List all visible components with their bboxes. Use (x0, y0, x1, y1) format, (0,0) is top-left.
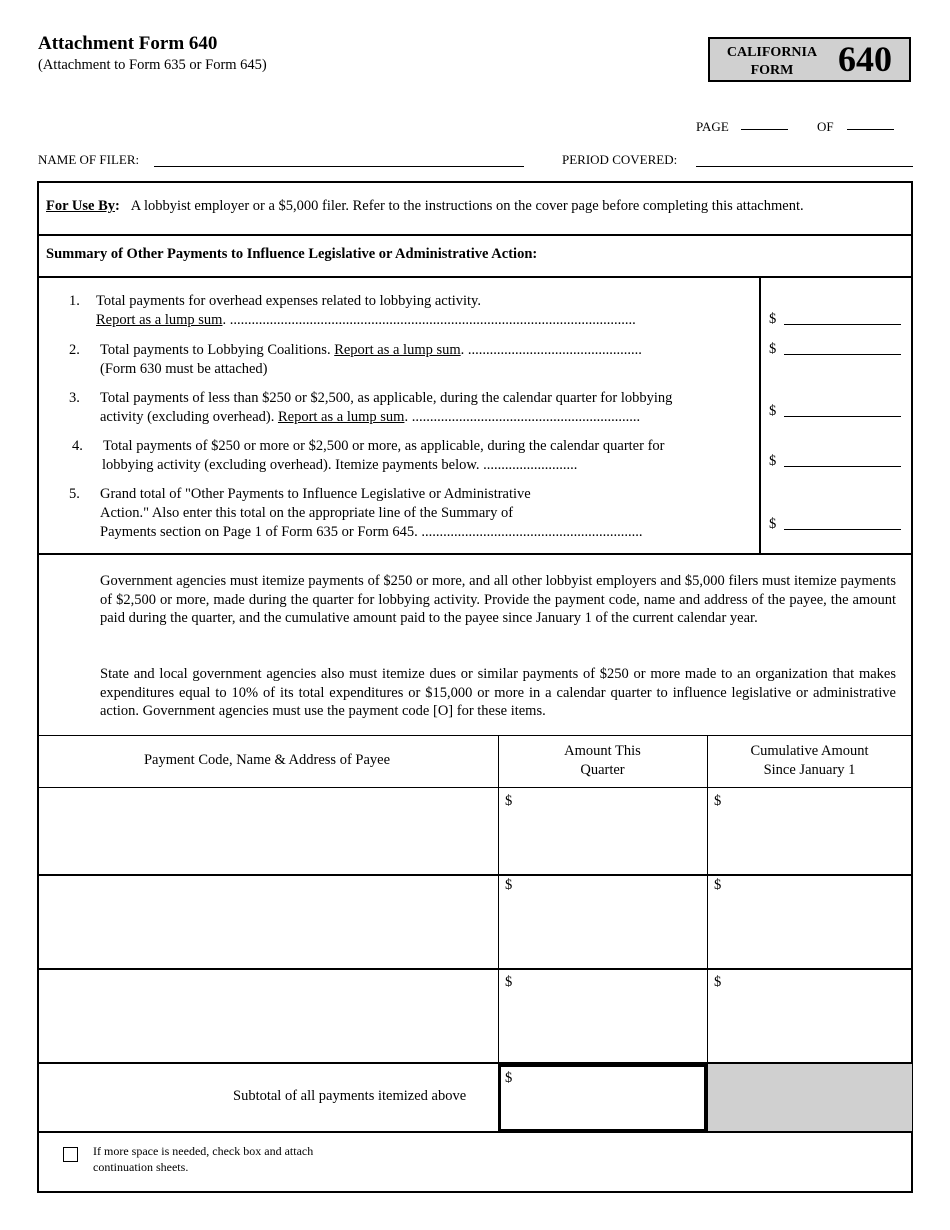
period-covered-label: PERIOD COVERED: (562, 152, 678, 167)
item-1-line2: Report as a lump sum. ................................................................................................................ (96, 312, 636, 328)
subtotal-dollar: $ (505, 1070, 513, 1086)
item-5-line1: Grand total of "Other Payments to Influence Legislative or Administrative (100, 486, 531, 502)
item-number: 3. (69, 390, 80, 406)
item-4-line1: Total payments of $250 or more or $2,500 or more, as applicable, during the calendar quarter for (103, 438, 665, 454)
use-by-text: A lobbyist employer or a $5,000 filer. Refer to the instructions on the cover page before completing this attachment. (130, 198, 804, 214)
item-number: 2. (69, 342, 80, 358)
of-field[interactable] (847, 129, 894, 130)
item-1-line1: Total payments for overhead expenses related to lobbying activity. (96, 293, 481, 309)
item-3-line2: activity (excluding overhead). Report as a lump sum. ............................................................... (100, 409, 641, 425)
item-3-amount-field[interactable] (784, 416, 901, 417)
item-4-amount-field[interactable] (784, 466, 901, 467)
table-row-amount-dollar: $ (505, 974, 513, 990)
instructions-paragraph-1: Government agencies must itemize payments of $250 or more, and all other lobbyist employers and $5,000 filers must itemize payments of $2,500 or more, made during the quarter for lobbying activity. Provide the payment code, name and address of the payee, the amount paid during the quarter, and the cumulative amount paid to the payee since January 1 of the current calendar year. (100, 573, 896, 626)
page-label: PAGE (696, 119, 729, 134)
form-subtitle: (Attachment to Form 635 or Form 645) (38, 57, 267, 73)
table-row-cumulative-dollar: $ (714, 793, 722, 809)
subtotal-amount-field[interactable] (498, 1064, 707, 1132)
subtotal-label: Subtotal of all payments itemized above (233, 1088, 467, 1104)
item-2-line2: (Form 630 must be attached) (100, 361, 268, 377)
table-row-amount-dollar: $ (505, 877, 513, 893)
divider (37, 234, 913, 236)
item-3-line1: Total payments of less than $250 or $2,500, as applicable, during the calendar quarter for lobbying (100, 390, 673, 406)
use-by-row: For Use By: A lobbyist employer or a $5,000 filer. Refer to the instructions on the cover page before completing this attachment. (46, 198, 804, 214)
divider (37, 276, 913, 278)
dollar-sign: $ (769, 516, 777, 532)
divider (37, 968, 913, 970)
subtotal-shaded-cell (708, 1064, 912, 1132)
of-label: OF (817, 119, 834, 134)
divider (37, 874, 913, 876)
item-number: 5. (69, 486, 80, 502)
form-title: Attachment Form 640 (38, 33, 218, 54)
table-row-cumulative-dollar: $ (714, 877, 722, 893)
instructions-paragraph-2: State and local government agencies also must itemize dues or similar payments of $250 or more made to an organization that makes expenditures equal to 10% of its total expenditures or $15,000 or more in a calendar quarter to influence legislative or administrative action. Government agencies must use the payment code [O] for these items. (100, 666, 896, 719)
form-badge (708, 37, 911, 82)
col-payee-header: Payment Code, Name & Address of Payee (143, 752, 391, 768)
divider (37, 1131, 913, 1133)
period-covered-field[interactable] (696, 166, 913, 167)
divider (37, 735, 913, 736)
item-1-amount-field[interactable] (784, 324, 901, 325)
name-of-filer-field[interactable] (154, 166, 524, 167)
continuation-note: If more space is needed, check box and attach continuation sheets. (93, 1144, 314, 1174)
item-5-line3: Payments section on Page 1 of Form 635 or Form 645. ............................................................. (100, 524, 643, 540)
item-number: 4. (72, 438, 83, 454)
dollar-sign: $ (769, 341, 777, 357)
item-4-line2: lobbying activity (excluding overhead). Itemize payments below. .......................... (102, 457, 578, 473)
item-number: 1. (69, 293, 80, 309)
table-row-amount-dollar: $ (505, 793, 513, 809)
col-cumulative-header: Cumulative Amount Since January 1 (750, 743, 869, 778)
badge-label: CALIFORNIA FORM (726, 45, 818, 78)
table-row-cumulative-dollar: $ (714, 974, 722, 990)
name-of-filer-label: NAME OF FILER: (38, 152, 140, 167)
item-2-line1: Total payments to Lobbying Coalitions. Report as a lump sum. ................................................ (100, 342, 642, 358)
item-5-amount-field[interactable] (784, 529, 901, 530)
divider (37, 553, 913, 555)
divider (37, 787, 913, 788)
dollar-sign: $ (769, 453, 777, 469)
dollar-sign: $ (769, 311, 777, 327)
dollar-sign: $ (769, 403, 777, 419)
summary-heading: Summary of Other Payments to Influence Legislative or Administrative Action: (46, 246, 538, 262)
item-2-amount-field[interactable] (784, 354, 901, 355)
use-by-label: For Use By (46, 198, 116, 214)
col-amount-header: Amount This Quarter (564, 743, 641, 778)
item-5-line2: Action." Also enter this total on the appropriate line of the Summary of (100, 505, 514, 521)
page-field[interactable] (741, 129, 788, 130)
continuation-checkbox[interactable] (63, 1147, 78, 1162)
badge-number: 640 (838, 39, 892, 79)
summary-column-divider (759, 277, 761, 554)
